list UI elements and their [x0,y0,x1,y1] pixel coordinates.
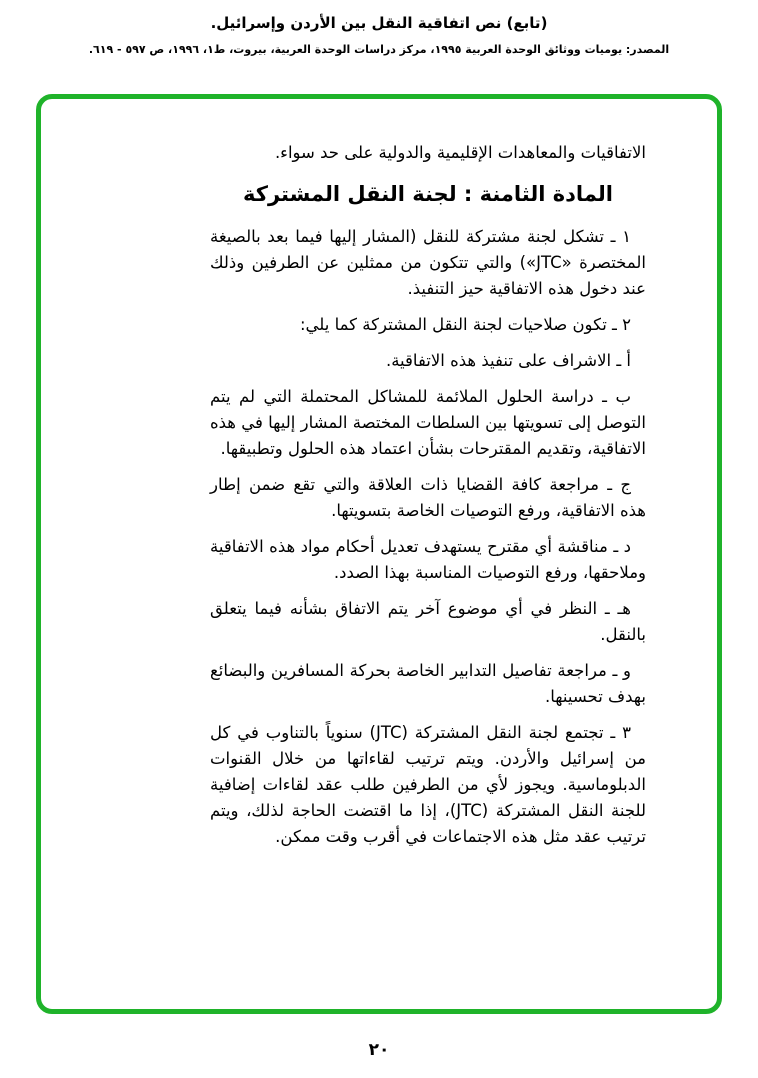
page-header [0,14,758,56]
paragraph-3: ٣ ـ تجتمع لجنة النقل المشتركة (JTC) سنوياً بالتناوب في كل من إسرائيل والأردن. ويتم ترتيب لقاءاتها من خلال القنوات الدبلوماسية. ويجوز لأي من الطرفين طلب عقد لقاءات إضافية للجنة النقل المشتركة (JTC)، إذا ما اقتضت الحاجة لذلك، ويتم ترتيب عقد مثل هذه الاجتماعات في أقرب وقت ممكن. [210,723,646,846]
continuation-line: الاتفاقيات والمعاهدات الإقليمية والدولية على حد سواء. [274,143,646,162]
article-heading: المادة الثامنة : لجنة النقل المشتركة [243,182,613,206]
paragraph-1: ١ ـ تشكل لجنة مشتركة للنقل (المشار إليها فيما بعد بالصيغة المختصرة «JTC») والتي تتكون من ممثلين عن الطرفين وذلك عند دخول هذه الاتفاقية حيز التنفيذ. [210,227,646,298]
list-item-b: ب ـ دراسة الحلول الملائمة للمشاكل المحتملة التي لم يتم التوصل إلى تسويتها بين السلطات المختصة المشار إليها في هذه الاتفاقية، وتقديم المقترحات بشأن اعتماد هذه الحلول وتطبيقها. [210,387,646,458]
paragraph-2: ٢ ـ تكون صلاحيات لجنة النقل المشتركة كما يلي: [300,315,631,334]
page-number: ٢٠ [368,1040,390,1060]
list-item-c: ج ـ مراجعة كافة القضايا ذات العلاقة والتي تقع ضمن إطار هذه الاتفاقية، ورفع التوصيات الخاصة بتسويتها. [210,475,646,520]
list-item-w: و ـ مراجعة تفاصيل التدابير الخاصة بحركة المسافرين والبضائع بهدف تحسينها. [210,661,646,706]
list-item-a: أ ـ الاشراف على تنفيذ هذه الاتفاقية. [385,351,631,370]
source-citation: المصدر: يوميات ووثائق الوحدة العربية ١٩٩٥، مركز دراسات الوحدة العربية، بيروت، ط١، ١٩٩٦، ص ٥٩٧ - ٦١٩. [88,43,670,56]
article-body [210,140,646,860]
list-item-d: د ـ مناقشة أي مقترح يستهدف تعديل أحكام مواد هذه الاتفاقية وملاحقها، ورفع التوصيات المناسبة بهذا الصدد. [210,537,646,582]
document-title: (تابع) نص اتفاقية النقل بين الأردن وإسرائيل. [210,14,548,32]
list-item-h: هـ ـ النظر في أي موضوع آخر يتم الاتفاق بشأنه فيما يتعلق بالنقل. [210,599,646,644]
